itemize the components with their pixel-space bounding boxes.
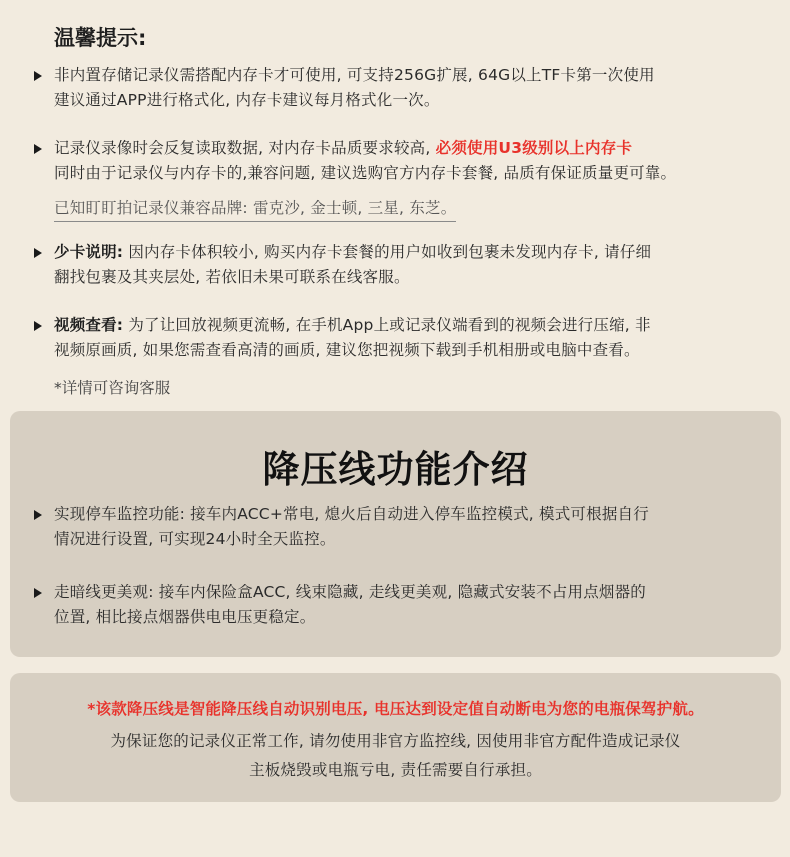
buck-line: 位置, 相比接点烟器供电电压更稳定。 xyxy=(54,608,316,626)
bullet-triangle-icon xyxy=(34,144,42,154)
tip-text: 记录仪录像时会反复读取数据, 对内存卡品质要求较高, xyxy=(54,139,436,157)
tip-line: 建议通过APP进行格式化, 内存卡建议每月格式化一次。 xyxy=(54,91,440,109)
smart-buck-notice: *该款降压线是智能降压线自动识别电压, 电压达到设定值自动断电为您的电瓶保驾护航。 xyxy=(87,700,704,718)
buck-line: 情况进行设置, 可实现24小时全天监控。 xyxy=(54,530,336,548)
tip-item-video-view xyxy=(34,313,779,363)
tip-label: 视频查看: xyxy=(54,316,124,334)
bullet-triangle-icon xyxy=(34,248,42,258)
buck-cable-title: 降压线功能介绍 xyxy=(262,448,529,491)
tip-line: 翻找包裹及其夹层处, 若依旧未果可联系在线客服。 xyxy=(54,268,410,286)
tip-label: 少卡说明: xyxy=(54,243,124,261)
tip-line: 同时由于记录仪与内存卡的,兼容问题, 建议选购官方内存卡套餐, 品质有保证质量更可靠。 xyxy=(54,164,677,182)
tip-text: 因内存卡体积较小, 购买内存卡套餐的用户如收到包裹未发现内存卡, 请仔细 xyxy=(123,243,652,261)
buck-line: 走暗线更美观: 接车内保险盒ACC, 线束隐藏, 走线更美观, 隐藏式安装不占用点烟器的 xyxy=(54,583,646,601)
bullet-triangle-icon xyxy=(34,71,42,81)
tip-line xyxy=(54,136,779,161)
notice-line: 为保证您的记录仪正常工作, 请勿使用非官方监控线, 因使用非官方配件造成记录仪 xyxy=(110,732,681,750)
tip-line: 视频原画质, 如果您需查看高清的画质, 建议您把视频下载到手机相册或电脑中查看。 xyxy=(54,341,640,359)
notice-line: 主板烧毁或电瓶亏电, 责任需要自行承担。 xyxy=(249,761,542,779)
buck-item-hidden-wiring xyxy=(34,580,764,630)
tip-text: 为了让回放视频更流畅, 在手机App上或记录仪端看到的视频会进行压缩, 非 xyxy=(123,316,651,334)
compatible-brands: 已知盯盯拍记录仪兼容品牌: 雷克沙, 金士顿, 三星, 东芝。 xyxy=(54,196,456,222)
tips-heading: 温馨提示: xyxy=(54,26,147,50)
buck-item-parking-monitor xyxy=(34,502,764,552)
u3-warning-text: 必须使用U3级别以上内存卡 xyxy=(435,139,633,157)
bullet-triangle-icon xyxy=(34,588,42,598)
tip-line xyxy=(54,313,779,338)
notice-panel xyxy=(10,673,781,802)
tip-item-missing-card xyxy=(34,240,779,290)
tip-line: 非内置存储记录仪需搭配内存卡才可使用, 可支持256G扩展, 64G以上TF卡第一次使用 xyxy=(54,66,655,84)
bullet-triangle-icon xyxy=(34,510,42,520)
buck-line: 实现停车监控功能: 接车内ACC+常电, 熄火后自动进入停车监控模式, 模式可根据自行 xyxy=(54,505,649,523)
bullet-triangle-icon xyxy=(34,321,42,331)
buck-cable-panel xyxy=(10,411,781,657)
tip-line xyxy=(54,240,779,265)
tip-item-u3-requirement xyxy=(34,136,779,186)
tip-item-memory-card xyxy=(34,63,779,113)
consult-footnote: *详情可咨询客服 xyxy=(54,379,171,397)
